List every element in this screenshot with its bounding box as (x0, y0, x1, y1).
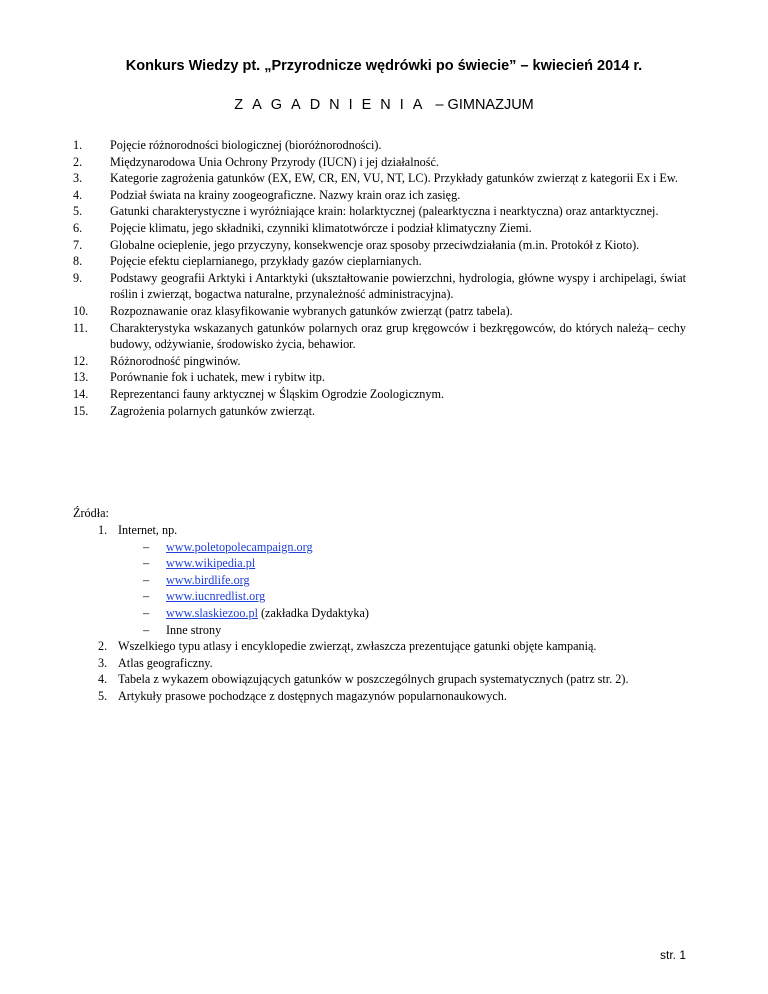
topic-text: Podział świata na krainy zoogeograficzne. Nazwy krain oraz ich zasięg. (110, 187, 461, 202)
link-iucnredlist[interactable]: www.iucnredlist.org (166, 589, 266, 604)
page-title: Konkurs Wiedzy pt. „Przyrodnicze wędrówki po świecie” – kwiecień 2014 r. (125, 58, 643, 74)
topic-item (0, 253, 768, 270)
topic-number: 11. (73, 320, 88, 335)
source-text: Internet, np. (118, 523, 178, 537)
topic-item (0, 154, 768, 171)
dash-bullet: – (143, 572, 150, 587)
dash-bullet: – (143, 605, 150, 620)
topic-text: Pojęcie różnorodności biologicznej (bioróżnorodności). (110, 138, 382, 152)
topic-number: 9. (73, 270, 83, 285)
source-item (0, 638, 768, 655)
source-item (0, 671, 768, 688)
source-number: 3. (98, 655, 108, 670)
link-suffix: (zakładka Dydaktyka) (257, 605, 369, 620)
topic-number: 5. (73, 204, 83, 219)
topic-item (0, 270, 768, 303)
topic-item (0, 320, 768, 353)
topic-item (0, 369, 768, 386)
topic-text: Różnorodność pingwinów. (110, 353, 241, 368)
source-number: 5. (98, 688, 108, 703)
topic-number: 12. (73, 353, 89, 368)
link-poletopolecampaign[interactable]: www.poletopolecampaign.org (166, 539, 313, 554)
topic-number: 2. (73, 154, 83, 169)
topic-number: 10. (73, 303, 89, 318)
topic-text: Porównanie fok i uchatek, mew i rybitw itp. (110, 370, 325, 385)
internet-link-item (118, 555, 768, 572)
other-sites-text: Inne strony (166, 622, 222, 637)
dash-bullet: – (143, 622, 150, 637)
topic-text: Podstawy geografii Arktyki i Antarktyki (ukształtowanie powierzchni, hydrologia, główne wyspy i archipelagi, świat roślin i zwierząt, bogactwa naturalne, przynależność administracyjna). (110, 270, 686, 302)
topic-number: 3. (73, 171, 83, 186)
topic-item (0, 137, 768, 154)
dash-bullet: – (143, 539, 150, 554)
topic-item (0, 403, 768, 420)
topic-item (0, 353, 768, 370)
topic-item (0, 187, 768, 204)
source-item (0, 522, 768, 638)
topic-number: 13. (73, 370, 89, 385)
topic-item (0, 303, 768, 320)
topic-item (0, 220, 768, 237)
topic-text: Pojęcie klimatu, jego składniki, czynniki klimatotwórcze i podział klimatyczny Ziemi. (110, 220, 532, 235)
topic-item (0, 237, 768, 254)
topic-text: Rozpoznawanie oraz klasyfikowanie wybranych gatunków zwierząt (patrz tabela). (110, 303, 513, 318)
topic-text: Reprezentanci fauny arktycznej w Śląskim Ogrodzie Zoologicznym. (110, 386, 445, 401)
internet-link-item (118, 588, 768, 605)
link-slaskiezoo[interactable]: www.slaskiezoo.pl (166, 605, 258, 620)
topic-item (0, 386, 768, 403)
dash-bullet: – (143, 589, 150, 604)
source-item (0, 655, 768, 672)
sources-heading: Źródła: (73, 506, 109, 520)
subtitle-spaced-word: ZAGADNIENIA (234, 97, 432, 113)
source-number: 1. (98, 523, 108, 537)
topic-number: 4. (73, 187, 83, 202)
source-text: Tabela z wykazem obowiązujących gatunków w poszczególnych grupach systematycznych (patrz str. 2). (118, 672, 629, 687)
topic-number: 7. (73, 237, 83, 252)
topic-number: 6. (73, 220, 83, 235)
sources-list (0, 522, 768, 705)
topic-item (0, 170, 768, 187)
source-number: 4. (98, 672, 108, 687)
topic-item (0, 203, 768, 220)
topic-text: Międzynarodowa Unia Ochrony Przyrody (IUCN) i jej działalność. (110, 154, 439, 169)
internet-link-item (118, 622, 768, 639)
page-subtitle (0, 97, 768, 113)
topic-text: Globalne ocieplenie, jego przyczyny, konsekwencje oraz sposoby przeciwdziałania (m.in. Protokół z Kioto). (110, 237, 640, 252)
internet-links-list (118, 539, 768, 639)
topic-text: Charakterystyka wskazanych gatunków polarnych oraz grup kręgowców i bezkręgowców, do których należą– cechy budowy, odżywianie, środowisko życia, behawior. (110, 320, 686, 352)
topic-number: 14. (73, 386, 89, 401)
source-item (0, 688, 768, 705)
topic-number: 8. (73, 254, 83, 269)
link-wikipedia[interactable]: www.wikipedia.pl (166, 556, 256, 571)
source-number: 2. (98, 639, 108, 654)
topics-list (0, 137, 768, 419)
topic-text: Kategorie zagrożenia gatunków (EX, EW, CR, EN, VU, NT, LC). Przykłady gatunków zwierząt z kategorii Ex i Ew. (110, 171, 678, 186)
internet-link-item (118, 572, 768, 589)
topic-number: 1. (73, 138, 83, 152)
topic-text: Gatunki charakterystyczne i wyróżniające krain: holarktycznej (palearktyczna i nearktyczna) oraz antarktycznej. (110, 204, 659, 219)
topic-text: Zagrożenia polarnych gatunków zwierząt. (110, 403, 316, 418)
link-birdlife[interactable]: www.birdlife.org (166, 572, 250, 587)
page-number: str. 1 (660, 948, 687, 962)
source-text: Artykuły prasowe pochodzące z dostępnych magazynów popularnonaukowych. (118, 688, 507, 703)
topic-number: 15. (73, 403, 89, 418)
internet-link-item (118, 539, 768, 556)
source-text: Atlas geograficzny. (118, 655, 213, 670)
source-text: Wszelkiego typu atlasy i encyklopedie zwierząt, zwłaszcza prezentujące gatunki objęte kampanią. (118, 639, 597, 654)
internet-link-item (118, 605, 768, 622)
topic-text: Pojęcie efektu cieplarnianego, przykłady gazów cieplarnianych. (110, 254, 422, 269)
dash-bullet: – (143, 556, 150, 571)
subtitle-level: – GIMNAZJUM (431, 97, 534, 113)
